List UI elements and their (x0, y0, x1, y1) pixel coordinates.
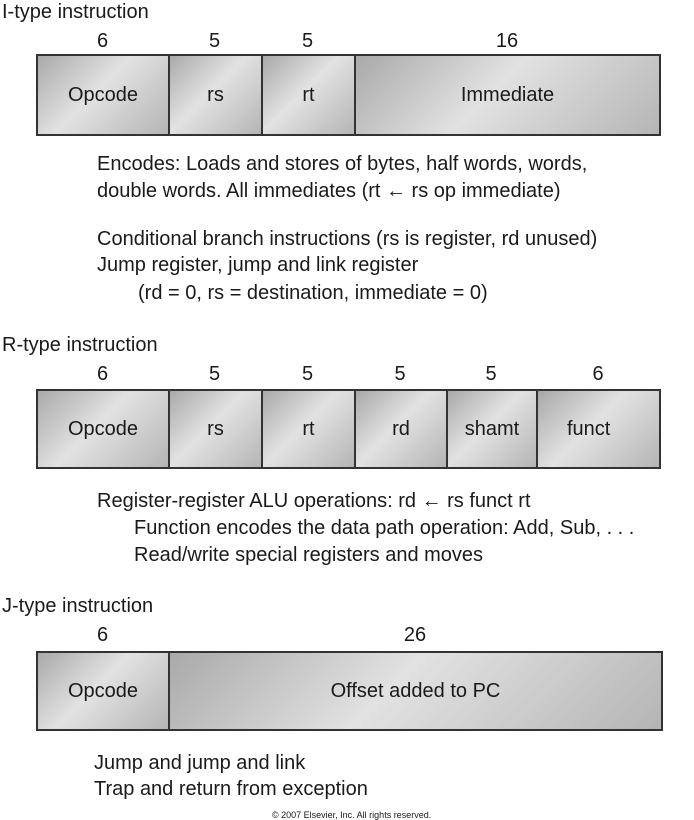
bits-label: 6 (592, 363, 604, 385)
note: Register-register ALU operations: rd ← rs funct rt (97, 490, 531, 512)
note: Trap and return from exception (94, 778, 368, 800)
bits-label: 26 (403, 624, 427, 646)
bits-label: 6 (96, 624, 109, 646)
field-rd: rd (356, 391, 448, 467)
field-rs: rs (170, 56, 263, 134)
r-type-title: R-type instruction (2, 334, 158, 356)
field-rt: rt (263, 56, 356, 134)
note: Read/write special registers and moves (134, 544, 484, 566)
field-offset: Offset added to PC (170, 653, 661, 729)
note: (rd = 0, rs = destination, immediate = 0) (138, 282, 488, 304)
field-rs: rs (170, 391, 263, 467)
bits-label: 5 (485, 363, 497, 385)
bits-label: 6 (96, 30, 109, 52)
r-type-format (36, 389, 661, 469)
note: Jump and jump and link (94, 752, 306, 774)
note: Conditional branch instructions (rs is register, rd unused) (97, 228, 598, 250)
field-funct: funct (538, 391, 659, 467)
field-shamt: shamt (448, 391, 538, 467)
bits-label: 5 (208, 30, 221, 52)
field-opcode: Opcode (38, 391, 170, 467)
j-type-format (36, 651, 663, 731)
note: Jump register, jump and link register (97, 254, 419, 276)
note: double words. All immediates (rt ← rs op immediate) (97, 180, 561, 202)
field-opcode: Opcode (38, 56, 170, 134)
bits-label: 16 (495, 30, 519, 52)
j-type-title: J-type instruction (2, 595, 154, 617)
bits-label: 5 (394, 363, 406, 385)
i-type-format (36, 54, 661, 136)
copyright: © 2007 Elsevier, Inc. All rights reserved. (272, 810, 432, 820)
bits-label: 6 (96, 363, 109, 385)
bits-label: 5 (301, 30, 314, 52)
bits-label: 5 (301, 363, 314, 385)
field-immediate: Immediate (356, 56, 659, 134)
note: Encodes: Loads and stores of bytes, half words, words, (97, 153, 588, 175)
i-type-title: I-type instruction (2, 1, 149, 23)
field-opcode: Opcode (38, 653, 170, 729)
note: Function encodes the data path operation: Add, Sub, . . . (134, 517, 635, 539)
bits-label: 5 (208, 363, 221, 385)
field-rt: rt (263, 391, 356, 467)
